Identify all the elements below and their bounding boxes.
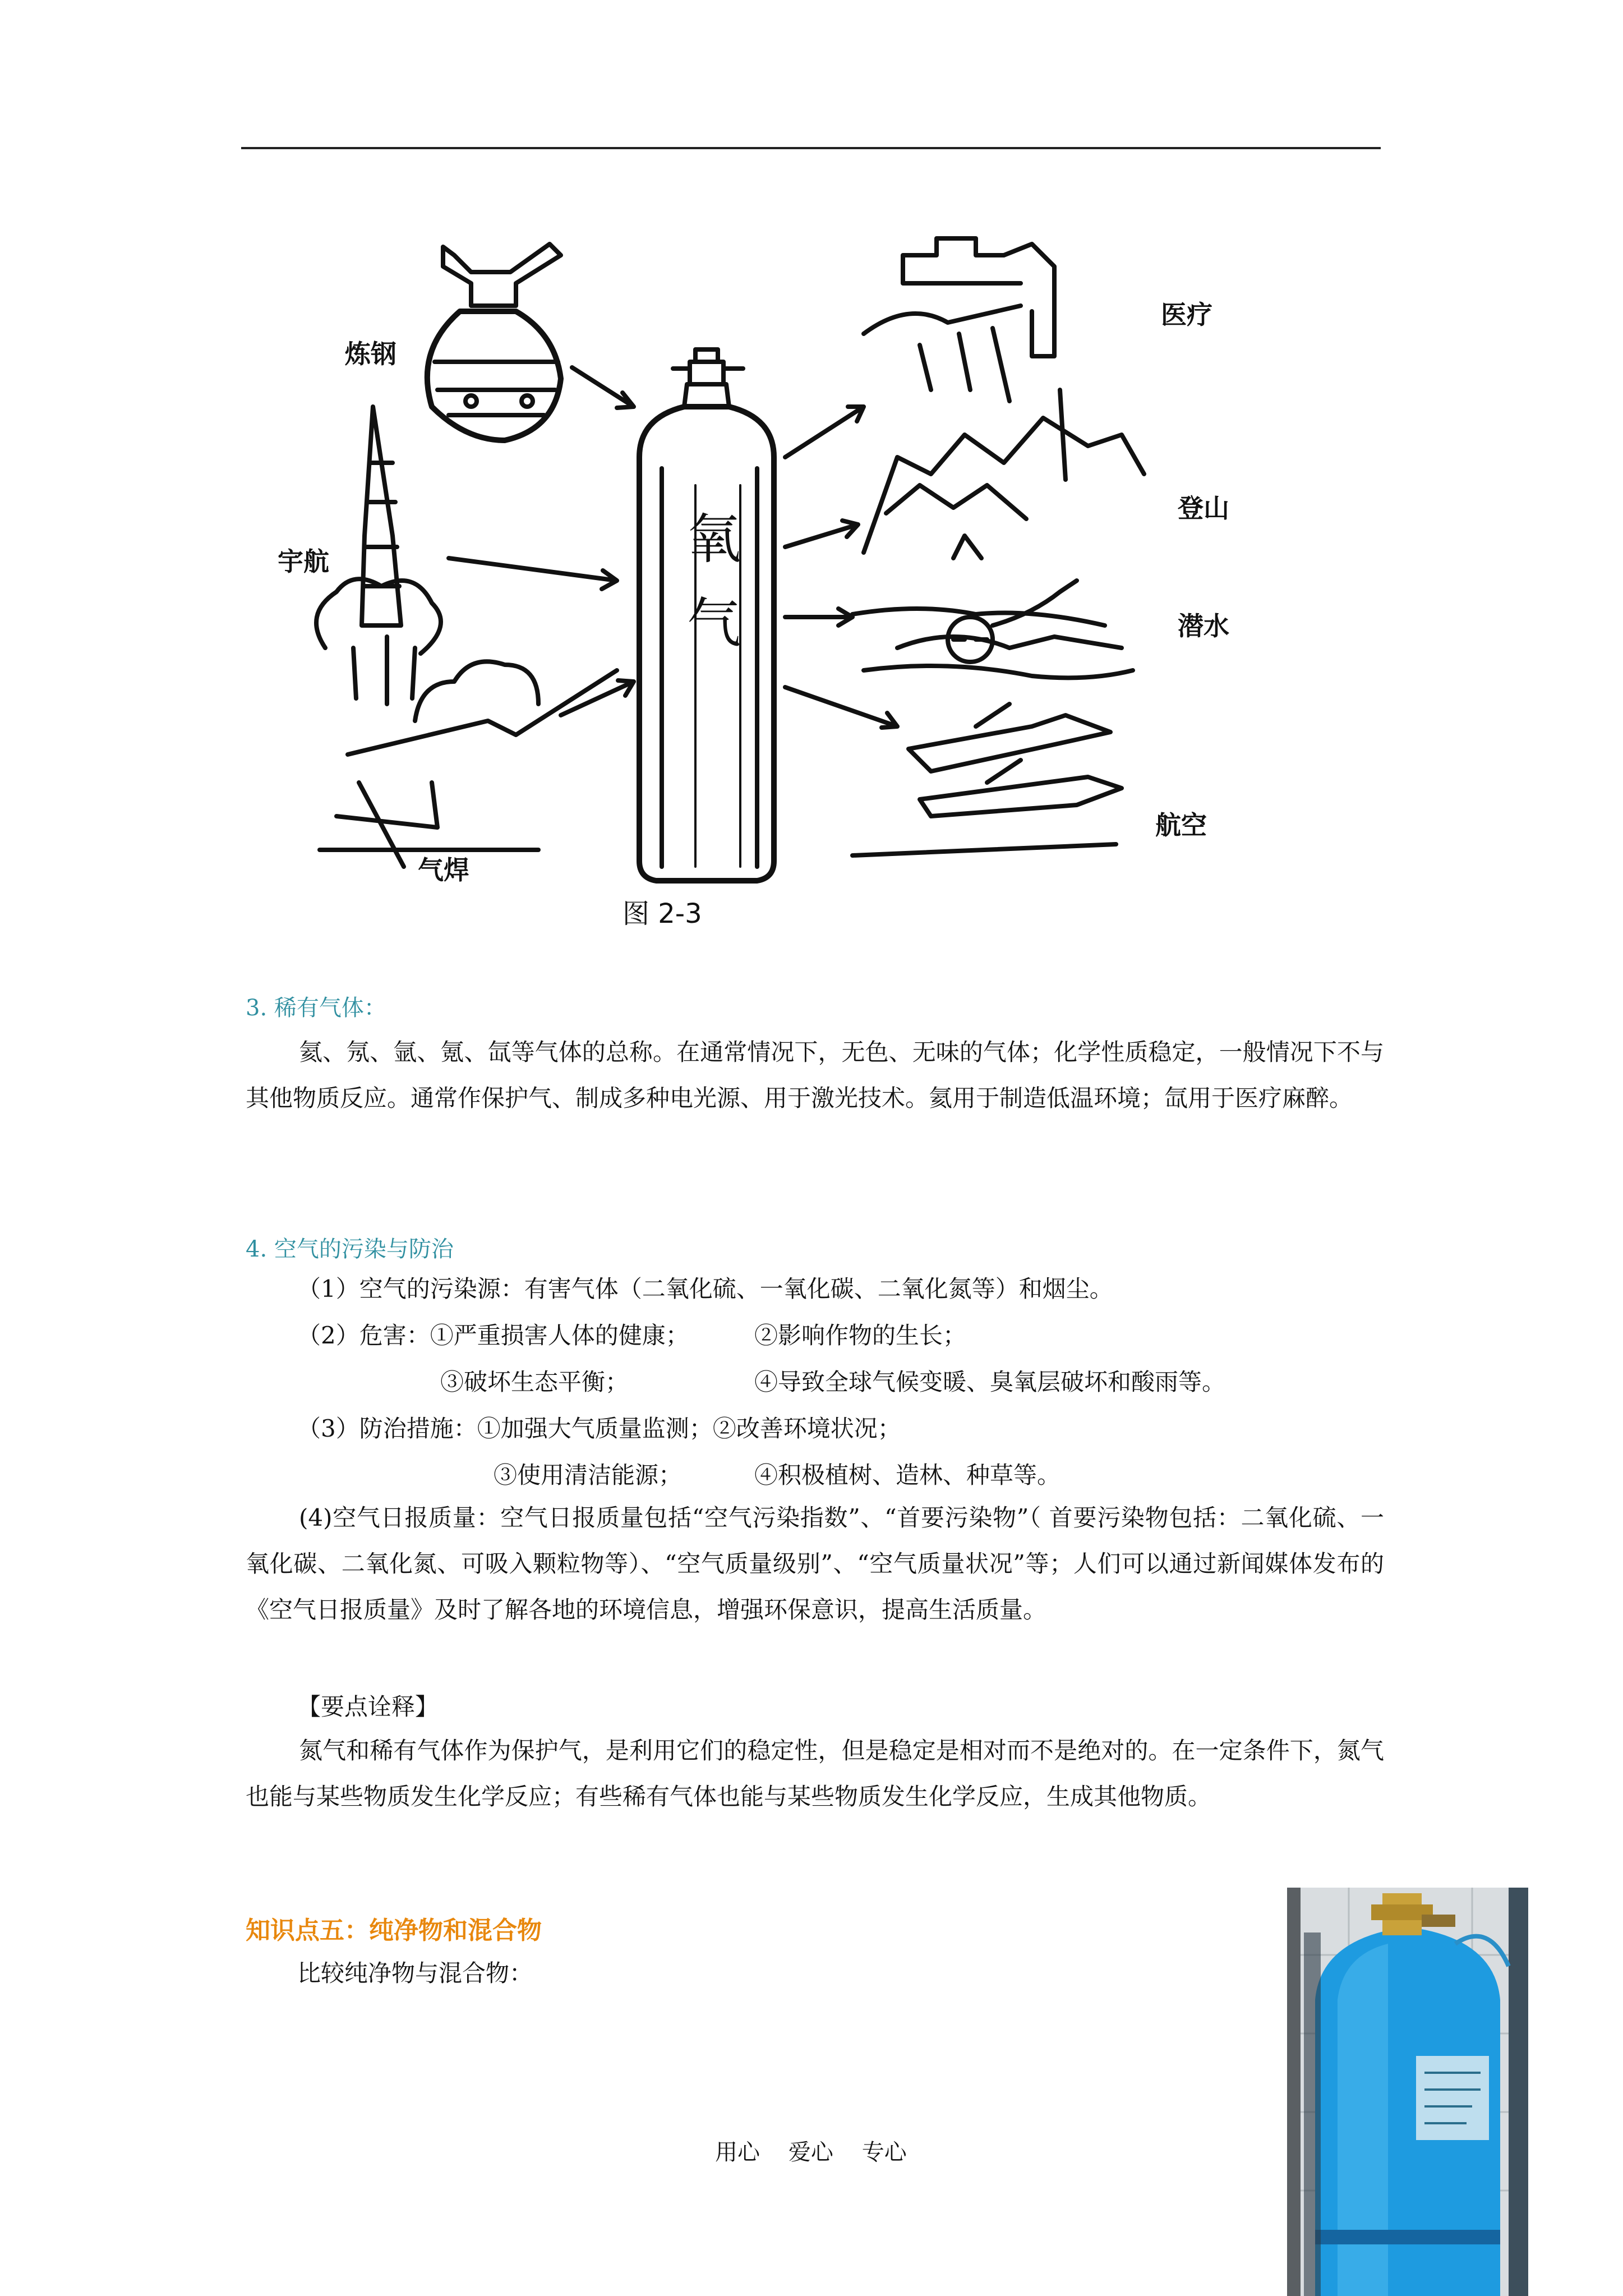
oxygen-uses-figure (278, 222, 1335, 945)
section4-item2-d: ④导致全球气候变暖、臭氧层破坏和酸雨等。 (754, 1368, 1226, 1396)
section3-heading: 3. 稀有气体： (246, 995, 386, 1021)
knowledge5-intro: 比较纯净物与混合物： (297, 1959, 533, 1987)
gas-cylinder-photo (1287, 1888, 1528, 2296)
section4-item3-d: ④积极植树、造林、种草等。 (754, 1461, 1061, 1489)
section3-body: 氦、氖、氩、氪、氙等气体的总称。在通常情况下，无色、无味的气体；化学性质稳定，一般情况下不与其他物质反应。通常作保护气、制成多种电光源、用于激光技术。氦用于制造低温环境；氙用于医疗麻醉。 (246, 1038, 1384, 1112)
section4-item3-c: ③使用清洁能源； (494, 1461, 683, 1489)
label-aerospace: 宇航 (278, 546, 329, 577)
figure-caption: 图 2-3 (623, 898, 702, 930)
arrow-rocket (449, 558, 617, 589)
section4-item1: （1）空气的污染源：有害气体（二氧化硫、一氧化碳、二氧化氮等）和烟尘。 (297, 1275, 1113, 1303)
section4-heading: 4. 空气的污染与防治 (246, 1236, 454, 1262)
section4-item3-a: （3）防治措施：①加强大气质量监测；②改善环境状况； (297, 1415, 901, 1442)
cylinder-valve (673, 349, 743, 384)
label-medical: 医疗 (1161, 300, 1212, 330)
cylinder-label-oxygen-1: 氧 (687, 508, 741, 570)
arrow-climb (785, 521, 858, 547)
page-footer: 用心 爱心 专心 (715, 2139, 907, 2165)
label-diving: 潜水 (1178, 611, 1229, 641)
section4-item2-b: ②影响作物的生长； (754, 1322, 967, 1349)
section4-item2-c: ③破坏生态平衡； (440, 1368, 629, 1396)
header-rule (241, 147, 1381, 149)
label-aviation: 航空 (1155, 810, 1207, 840)
section4-item4: (4)空气日报质量：空气日报质量包括“空气污染指数”、“首要污染物”（ 首要污染物包括：二氧化硫、一氧化碳、二氧化氮、可吸入颗粒物等）、“空气质量级别”、“空气质量状况”等；人们可以通过新闻媒体发布的《空气日报质量》及时了解各地的环境信息，增强环保意识，提高生活质量。 (246, 1504, 1384, 1623)
label-mountaineering: 登山 (1178, 493, 1229, 523)
note-body: 氮气和稀有气体作为保护气，是利用它们的稳定性，但是稳定是相对而不是绝对的。在一定条件下，氮气也能与某些物质发生化学反应；有些稀有气体也能与某些物质发生化学反应，生成其他物质。 (246, 1737, 1384, 1810)
cylinder-label-oxygen-2: 气 (687, 592, 741, 655)
arrow-dive (785, 609, 852, 625)
arrow-aviation (785, 687, 897, 728)
knowledge5-heading: 知识点五：纯净物和混合物 (246, 1916, 542, 1945)
arrow-medical (785, 407, 864, 457)
section4-item2-a: （2）危害：①严重损害人体的健康； (297, 1322, 689, 1349)
note-title: 【要点诠释】 (297, 1693, 439, 1720)
label-steelmaking: 炼钢 (345, 339, 396, 369)
arrow-steel (572, 367, 634, 408)
label-welding: 气焊 (418, 855, 469, 885)
gas-cylinder-photo-image (1287, 1888, 1528, 2296)
cylinder-neck (684, 384, 729, 407)
